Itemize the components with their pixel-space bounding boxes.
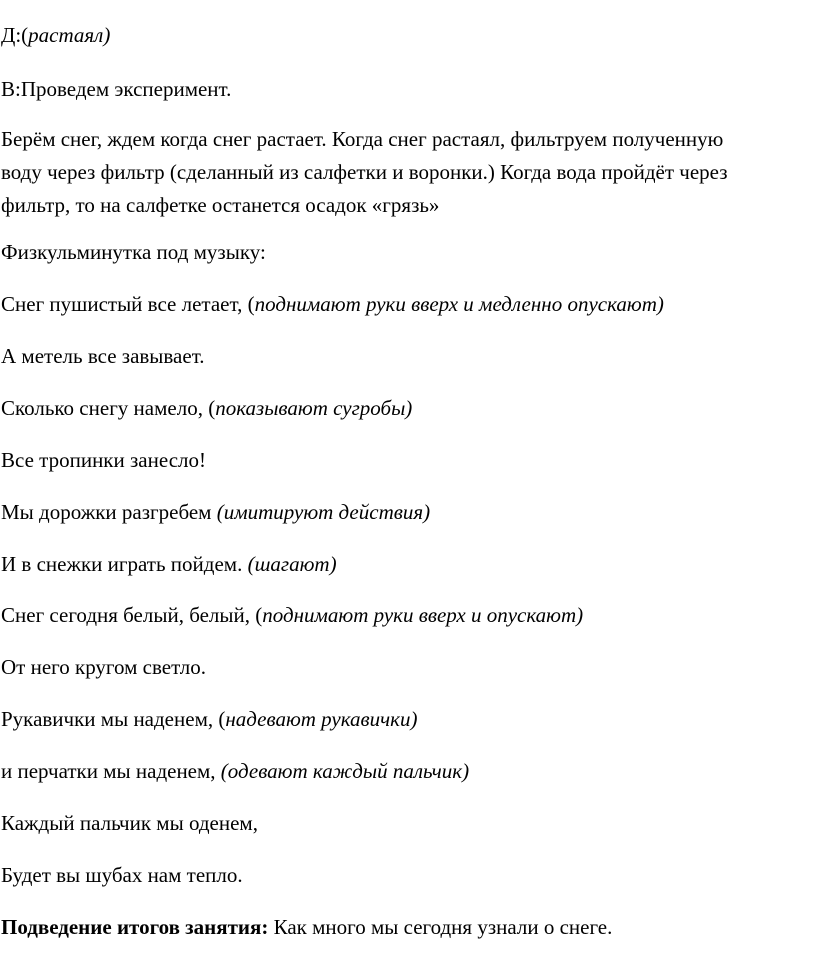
summary-heading: Подведение итогов занятия: [1,915,269,939]
poem-line-8: От него кругом светло. [1,655,206,679]
procedure-line-2: воду через фильтр (сделанный из салфетки и воронки.) Когда вода пройдёт через [1,160,728,184]
summary-text: Как много мы сегодня узнали о снеге. [268,915,613,939]
poem-line-4: Все тропинки занесло! [1,448,206,472]
poem-line-2: А метель все завывает. [1,344,205,368]
procedure-line-1: Берём снег, ждем когда снег растает. Когда снег растаял, фильтруем полученную [1,127,724,151]
paragraph-procedure [1,123,816,217]
poem-line-12: Будет вы шубах нам тепло. [1,863,243,887]
poem-line-1 [1,288,816,321]
paragraph-summary [1,911,816,944]
poem-line-5 [1,496,816,529]
stage-note: надевают рукавички) [225,707,418,731]
poem-text: Снег пушистый все летает, ( [1,292,255,316]
poem-line-6 [1,548,816,581]
poem-line-11: Каждый пальчик мы оденем, [1,811,258,835]
poem-line-9 [1,703,816,736]
poem-text: и перчатки мы наденем, [1,759,221,783]
poem-line-7 [1,599,816,632]
speaker-label: Д:( [1,23,29,47]
poem-text: Мы дорожки разгребем [1,500,217,524]
stage-note: растаял) [28,23,111,47]
poem-line-3 [1,392,816,425]
poem-text: И в снежки играть пойдем. [1,552,248,576]
procedure-line-3: фильтр, то на салфетке останется осадок «грязь» [1,193,440,217]
stage-note: (одевают каждый пальчик) [220,759,470,783]
poem-text: Сколько снегу намело, ( [1,396,216,420]
stage-note: поднимают руки вверх и опускают) [262,603,584,627]
stage-note: поднимают руки вверх и медленно опускают) [254,292,664,316]
stage-note: (имитируют действия) [216,500,431,524]
paragraph-fizkult-title: Физкульминутка под музыку: [1,240,266,264]
stage-note: (шагают) [247,552,337,576]
stage-note: показывают сугробы) [215,396,413,420]
paragraph-experiment: В:Проведем эксперимент. [1,77,232,101]
paragraph-dialogue-d [1,19,816,52]
poem-line-10 [1,755,816,788]
poem-text: Снег сегодня белый, белый, ( [1,603,263,627]
poem-text: Рукавички мы наденем, ( [1,707,226,731]
